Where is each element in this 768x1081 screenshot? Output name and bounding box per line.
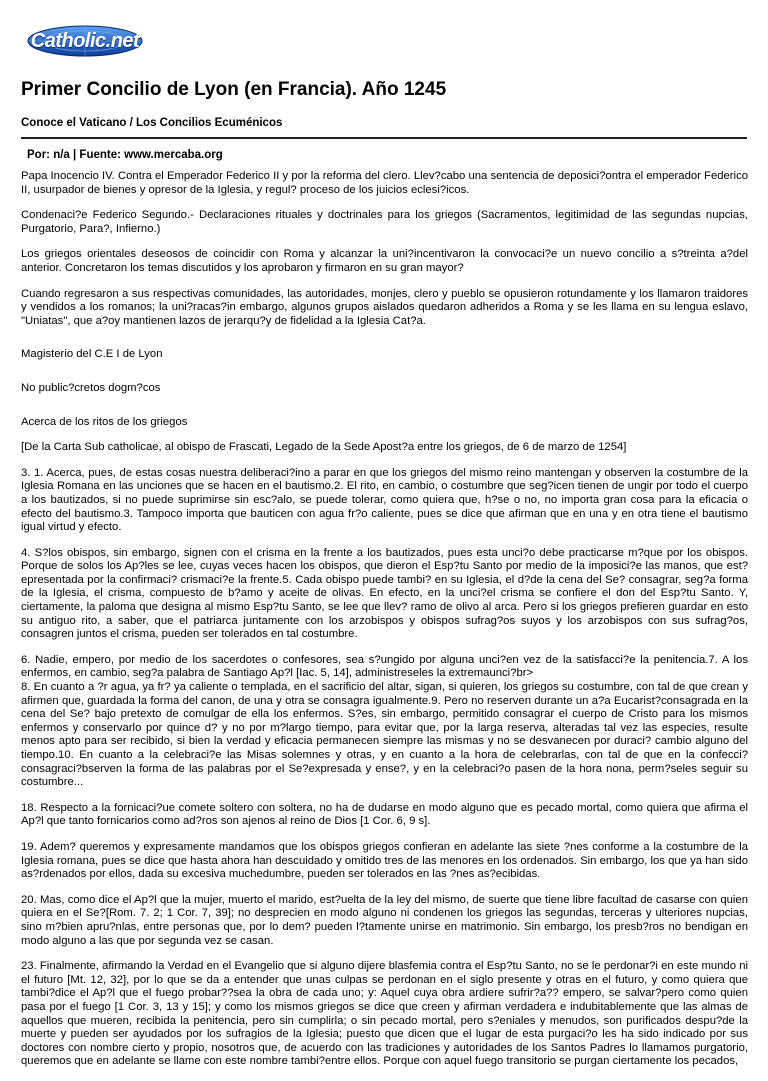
paragraph: 19. Adem? queremos y expresamente mandamos que los obispos griegos confieran en adelante las siete ?nes conforme a la costumbre de la Iglesia romana, pues se dice que hasta ahora han descuidado y omitido tres de las menores en los ordenados. Sin embargo, los que ya han sido as?rdenados por ellos, dada su excesiva muchedumbre, pueden ser tolerados en las ?nes as?ecibidas. <box>21 840 748 881</box>
section-heading: Acerca de los ritos de los griegos <box>21 415 188 428</box>
paragraph: 20. Mas, como dice el Ap?l que la mujer, muerto el marido, est?uelta de la ley del mismo, de suerte que tiene libre facultad de casarse con quien quiera en el Se?[Rom. 7. 2; 1 Cor. 7, 39]; no desprecien en modo alguno ni condenen los griegos las segundas, terceras y ulteriores nupcias, sino m?bien apru?nlas, entre personas que, por lo dem? pueden l?tamente unirse en matrimonio. Sin embargo, los presb?ros no bendigan en modo alguno a las que por segunda vez se casan. <box>21 893 748 947</box>
section-heading: Magisterio del C.E I de Lyon <box>21 348 163 361</box>
author-source-line: Por: n/a | Fuente: www.mercaba.org <box>27 149 223 161</box>
breadcrumb[interactable]: Conoce el Vaticano / Los Concilios Ecuménicos <box>21 117 283 129</box>
section-heading: No public?cretos dogm?cos <box>21 381 161 394</box>
article-body <box>21 170 748 1081</box>
paragraph: 18. Respecto a la fornicaci?ue comete soltero con soltera, no ha de dudarse en modo alguno que es pecado mortal, como quiera que afirma el Ap?l que tanto fornicarios como ad?ros son ajenos al reino de Dios [1 Cor. 6, 9 s]. <box>21 801 748 828</box>
paragraph: Los griegos orientales deseosos de coincidir con Roma y alcanzar la uni?incentivaron la convocaci?e un nuevo concilio a s?treinta a?del anterior. Concretaron los temas discutidos y los aprobaron y firmaron en su gran mayor? <box>21 248 748 274</box>
paragraph: Condenaci?e Federico Segundo.- Declaraciones rituales y doctrinales para los griegos (Sacramentos, legitimidad de las segundas nupcias, Purgatorio, Para?, Infierno.) <box>21 209 748 235</box>
paragraph: 4. S?los obispos, sin embargo, signen con el crisma en la frente a los bautizados, pues esta unci?o debe practicarse m?que por los obispos. Porque de solos los Ap?les se lee, cuyas veces hacen los obispos, que dieron el Esp?tu Santo por medio de la imposici?e las manos, que est?epresentada por la confirmaci? crismaci?e la frente.5. Cada obispo puede tambi? en su Iglesia, el d?de la cena del Se? consagrar, seg?a forma de la Iglesia, el crisma, compuesto de b?amo y aceite de olivas. En efecto, en la unci?el crisma se confiere el don del Esp?tu Santo. Y, ciertamente, la paloma que designa al mismo Esp?tu Santo, se lee que llev? ramo de olivo al arca. Pero si los griegos prefieren guardar en esto su antiguo rito, a saber, que el patriarca juntamente con los arzobispos y obispos sufrag?os suyos y los arzobispos con sus sufrag?os, consagren juntos el crisma, pueden ser tolerados en tal costumbre. <box>21 546 748 641</box>
catholic-net-logo[interactable] <box>27 22 143 60</box>
paragraph-intro: Papa Inocencio IV. Contra el Emperador Federico II y por la reforma del clero. Llev?cabo una sentencia de deposici?ontra el emperador Federico II, usurpador de bienes y opresor de la Iglesia, y regul? proceso de los juicios eclesi?icos. <box>21 170 748 196</box>
paragraph: 23. Finalmente, afirmando la Verdad en el Evangelio que si alguno dijere blasfemia contra el Esp?tu Santo, no se le perdonar?i en este mundo ni el futuro [Mt. 12, 32], por lo que se da a entender que unas culpas se perdonan en el siglo presente y otras en el futuro, y como quiera que tambi?dice el Ap?l que el fuego probar??sea la obra de cada uno; y: Aquel cuya obra ardiere sufrir?a?? empero, se salvar?pero como quien pasa por el fuego [1 Cor. 3, 13 y 15]; y como los mismos griegos se dice que creen y afirman verdadera e indubitablemente que las almas de aquellos que mueren, recibida la penitencia, pero sin cumplirla; o sin pecado mortal, pero s?eniales y menudos, son purificados despu?de la muerte y pueden ser ayudados por los sufragios de la Iglesia; puesto que dicen que el lugar de esta purgaci?o les ha sido indicado por sus doctores con nombre cierto y propio, nosotros que, de acuerdo con las tradiciones y autoridades de los Santos Padres lo llamamos purgatorio, queremos que en adelante se llame con este nombre tambi?entre ellos. Porque con aquel fuego transitorio se purgan ciertamente los pecados, <box>21 960 748 1068</box>
divider <box>21 137 747 139</box>
logo-text: Catholic.net <box>30 30 140 52</box>
paragraph: 6. Nadie, empero, por medio de los sacerdotes o confesores, sea s?ungido por alguna unci?en vez de la satisfacci?e la penitencia.7. A los enfermos, en cambio, seg?a palabra de Santiago Ap?l [Iac. 5, 14], administreseles la extremaunci?br> <box>21 653 748 680</box>
paragraph: 8. En cuanto a ?r agua, ya fr? ya caliente o templada, en el sacrificio del altar, sigan, si quieren, los griegos su costumbre, con tal de que crean y afirmen que, guardada la forma del canon, de una y otra se consagra igualmente.9. Pero no reserven durante un a?a Eucarist?consagrada en la cena del Se? bajo pretexto de comulgar de ella los enfermos. S?es, sin embargo, permitido consagrar el cuerpo de Cristo para los mismos enfermos y conservarlo por quince d? y no por m?largo tiempo, para evitar que, por la larga reserva, alteradas tal vez las especies, resulte menos apto para ser recibido, si bien la verdad y eficacia permanecen siempre las mismas y no se desvanecen por duraci? cambio alguno del tiempo.10. En cuanto a la celebraci?e las Misas solemnes y otras, y en cuanto a la hora de celebrarlas, con tal de que en la confecci? consagraci?bserven la forma de las palabras por el Se?expresada y ense?, y en la celebraci?o pasen de la hora nona, perm?seles seguir su costumbre... <box>21 681 748 789</box>
paragraph: 3. 1. Acerca, pues, de estas cosas nuestra deliberaci?ino a parar en que los griegos del mismo reino mantengan y observen la costumbre de la Iglesia Romana en las unciones que se hacen en el bautismo.2. El rito, en cambio, o costumbre que seg?icen tienen de ungir por todo el cuerpo a los bautizados, si no puede suprimirse sin esc?alo, se puede tolerar, como quiera que, h?se o no, no importa gran cosa para la eficacia o efecto del bautismo.3. Tampoco importa que bauticen con agua fr?o caliente, pues se dice que afirman que en una y en otra tiene el bautismo igual virtud y efecto. <box>21 466 748 534</box>
page-title: Primer Concilio de Lyon (en Francia). Año 1245 <box>21 79 447 100</box>
source-note: [De la Carta Sub catholicae, al obispo de Frascati, Legado de la Sede Apost?a entre los griegos, de 6 de marzo de 1254] <box>21 441 627 454</box>
paragraph: Cuando regresaron a sus respectivas comunidades, las autoridades, monjes, clero y pueblo se opusieron rotundamente y los llamaron traidores y vendidos a los romanos; la uni?racas?in embargo, algunos grupos aislados quedaron adheridos a Roma y se les llama en su lengua eslavo, "Uniatas", que a?oy mantienen lazos de jerarqu?y de fidelidad a la Iglesia Cat?a. <box>21 287 748 327</box>
